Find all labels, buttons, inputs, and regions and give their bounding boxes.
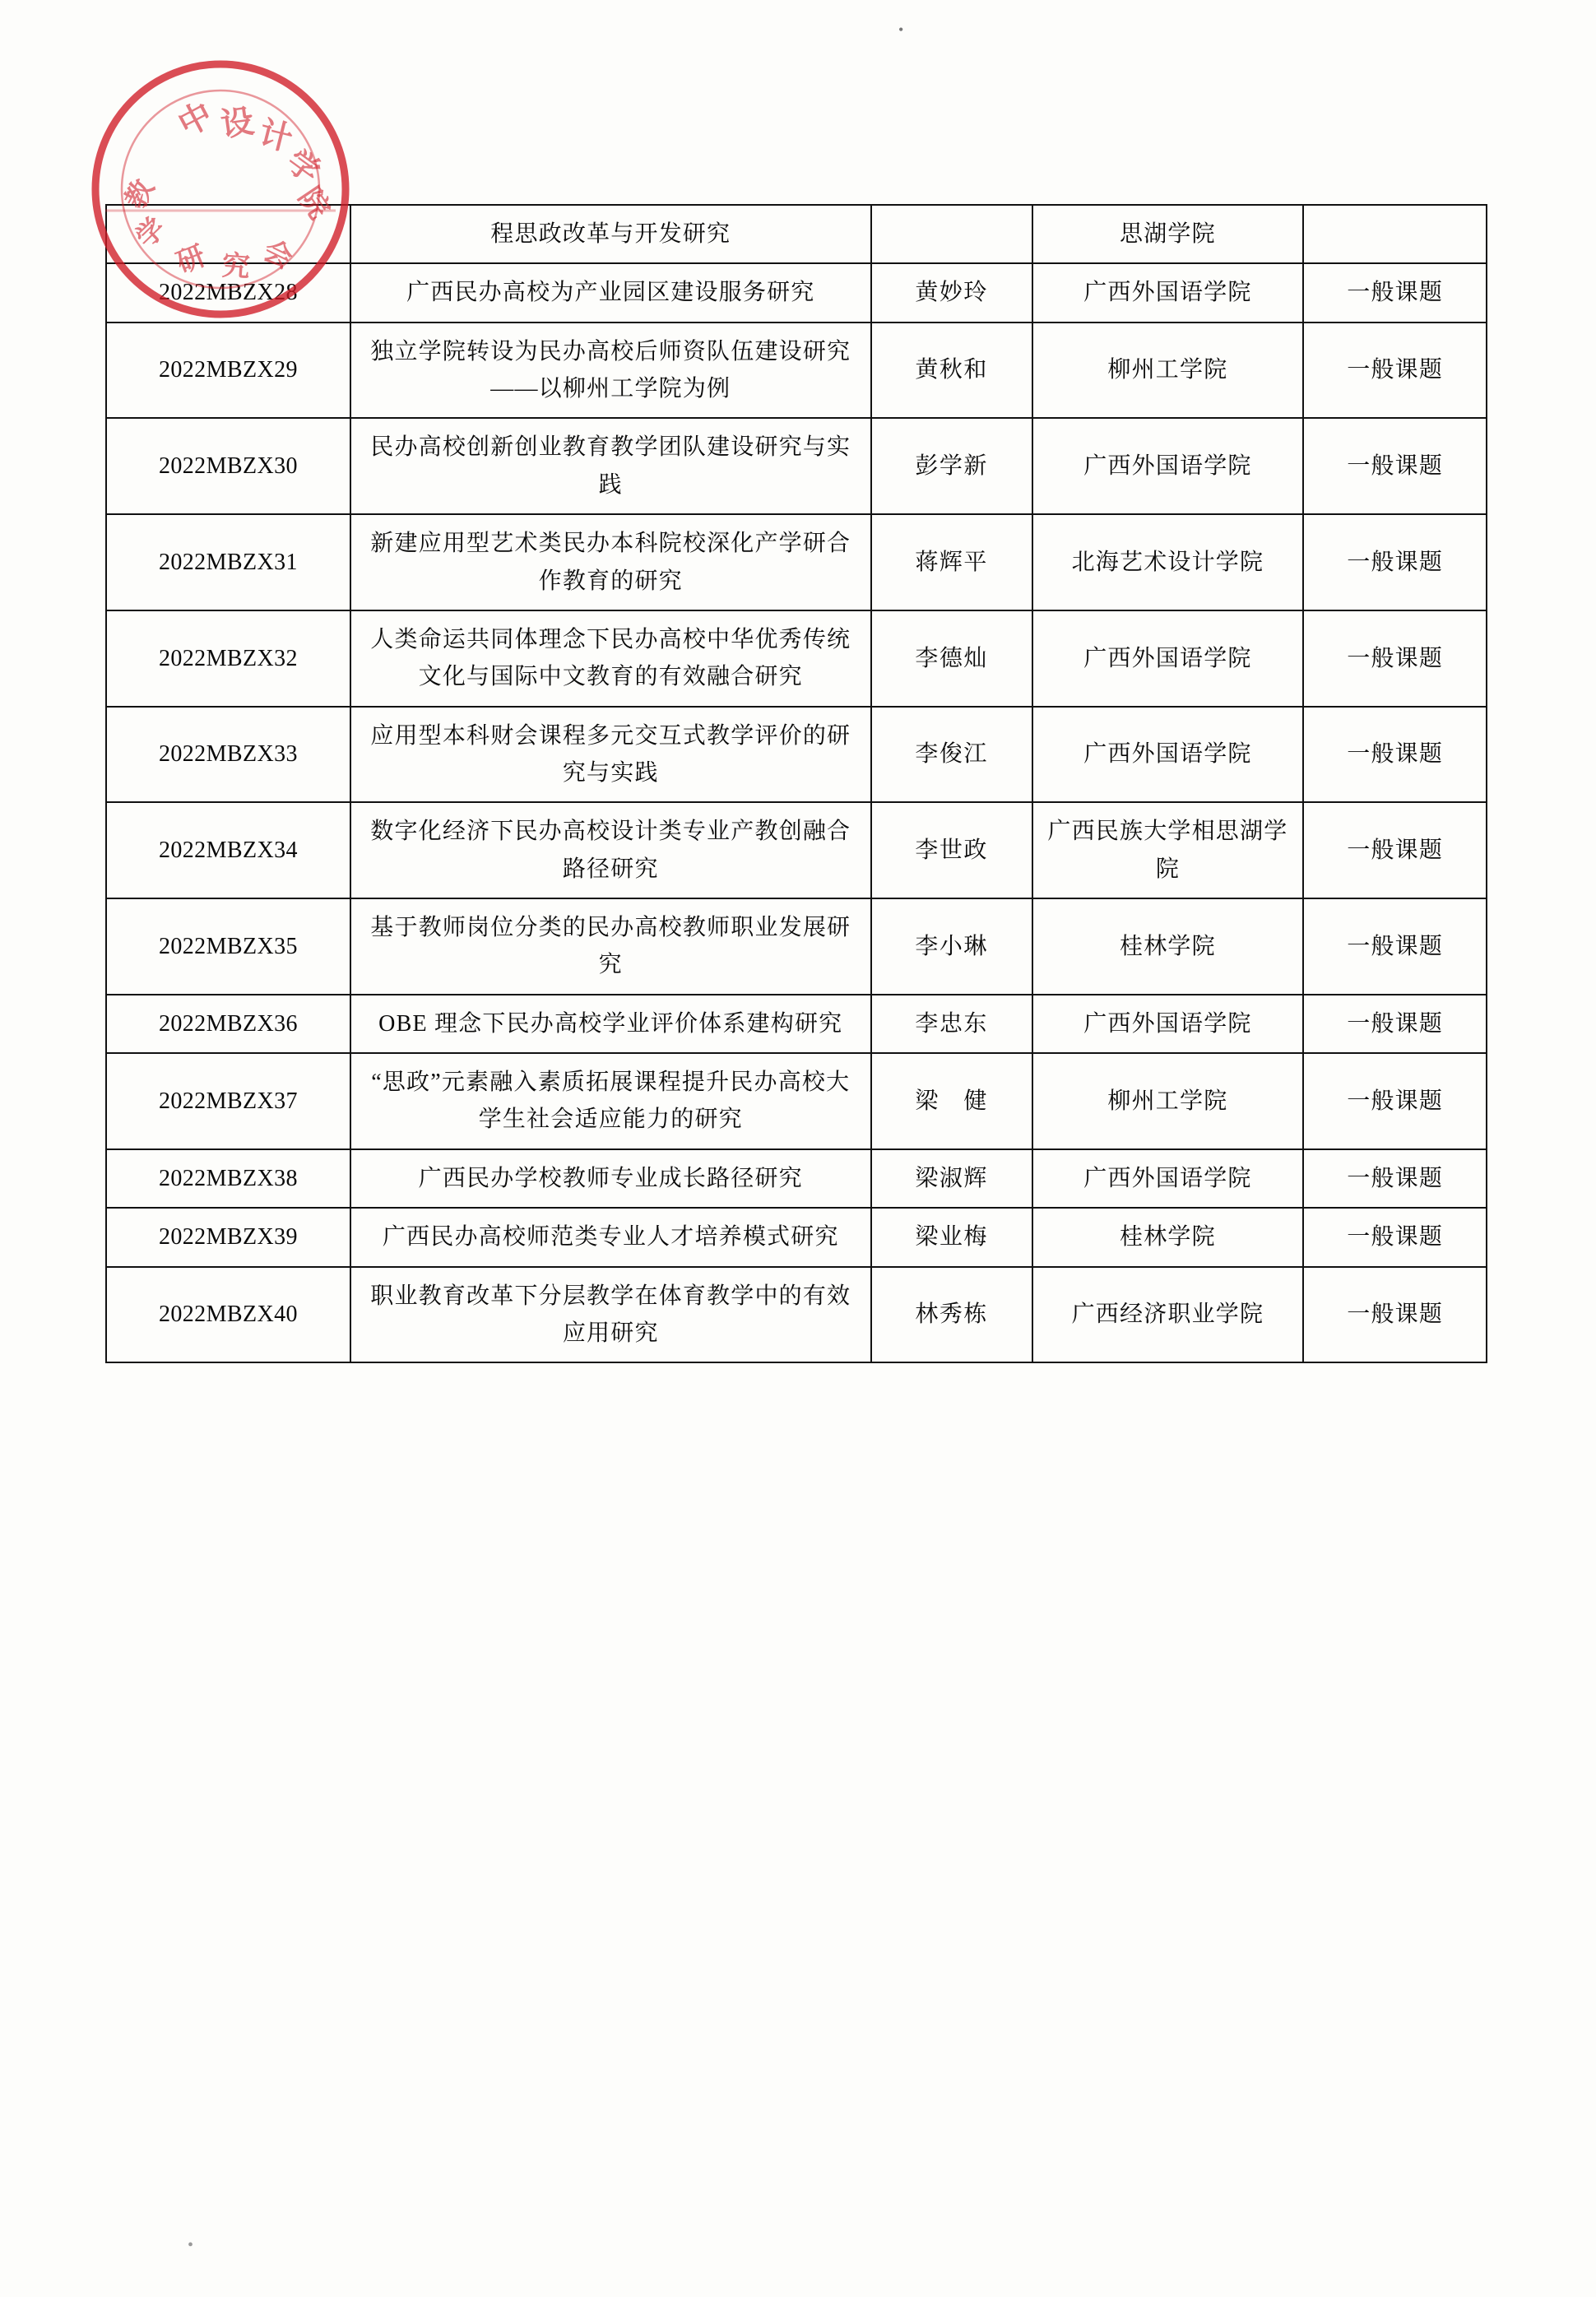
cell-school: 广西经济职业学院 — [1032, 1267, 1304, 1363]
cell-person: 蒋辉平 — [871, 514, 1032, 610]
cell-person: 黄妙玲 — [871, 263, 1032, 322]
cell-title: 广西民办高校为产业园区建设服务研究 — [350, 263, 871, 322]
table-row — [106, 707, 1487, 803]
cell-type: 一般课题 — [1303, 1267, 1487, 1363]
cell-person: 梁淑辉 — [871, 1149, 1032, 1208]
table-row — [106, 898, 1487, 995]
cell-person: 彭学新 — [871, 418, 1032, 514]
cell-title: 程思政改革与开发研究 — [350, 205, 871, 263]
cell-person: 梁业梅 — [871, 1208, 1032, 1266]
cell-school: 广西民族大学相思湖学院 — [1032, 802, 1304, 898]
cell-school: 广西外国语学院 — [1032, 1149, 1304, 1208]
bottom-page-mark: • — [188, 2236, 194, 2254]
cell-type: 一般课题 — [1303, 1208, 1487, 1266]
cell-code: 2022MBZX29 — [106, 323, 350, 419]
cell-type: 一般课题 — [1303, 514, 1487, 610]
cell-person: 李忠东 — [871, 995, 1032, 1053]
cell-type: 一般课题 — [1303, 995, 1487, 1053]
table-row — [106, 995, 1487, 1053]
cell-title: OBE 理念下民办高校学业评价体系建构研究 — [350, 995, 871, 1053]
project-list-table — [105, 204, 1487, 1363]
cell-person: 李小琳 — [871, 898, 1032, 995]
cell-title: 广西民办高校师范类专业人才培养模式研究 — [350, 1208, 871, 1266]
cell-type: 一般课题 — [1303, 418, 1487, 514]
cell-title: 数字化经济下民办高校设计类专业产教创融合路径研究 — [350, 802, 871, 898]
cell-person: 李德灿 — [871, 610, 1032, 707]
cell-code: 2022MBZX40 — [106, 1267, 350, 1363]
cell-code: 2022MBZX36 — [106, 995, 350, 1053]
table-body — [106, 205, 1487, 1362]
seal-characters: 中 设 计 学 院 教 学 研 究 会 — [120, 95, 336, 284]
cell-type: 一般课题 — [1303, 802, 1487, 898]
cell-school: 广西外国语学院 — [1032, 263, 1304, 322]
cell-school: 柳州工学院 — [1032, 323, 1304, 419]
cell-code: 2022MBZX33 — [106, 707, 350, 803]
cell-school: 广西外国语学院 — [1032, 707, 1304, 803]
cell-type: 一般课题 — [1303, 263, 1487, 322]
cell-type: 一般课题 — [1303, 1149, 1487, 1208]
cell-title: 职业教育改革下分层教学在体育教学中的有效应用研究 — [350, 1267, 871, 1363]
cell-title: 新建应用型艺术类民办本科院校深化产学研合作教育的研究 — [350, 514, 871, 610]
table-row — [106, 802, 1487, 898]
cell-type: 一般课题 — [1303, 707, 1487, 803]
cell-school: 广西外国语学院 — [1032, 995, 1304, 1053]
table-row — [106, 514, 1487, 610]
table-row — [106, 610, 1487, 707]
cell-title: 应用型本科财会课程多元交互式教学评价的研究与实践 — [350, 707, 871, 803]
cell-person — [871, 205, 1032, 263]
cell-person: 李俊江 — [871, 707, 1032, 803]
top-page-mark: • — [898, 21, 904, 38]
cell-person: 林秀栋 — [871, 1267, 1032, 1363]
table-row — [106, 205, 1487, 263]
cell-type: 一般课题 — [1303, 898, 1487, 995]
cell-title: 基于教师岗位分类的民办高校教师职业发展研究 — [350, 898, 871, 995]
cell-type: 一般课题 — [1303, 323, 1487, 419]
cell-code: 2022MBZX28 — [106, 263, 350, 322]
cell-code: 2022MBZX38 — [106, 1149, 350, 1208]
table-row — [106, 1208, 1487, 1266]
cell-code: 2022MBZX37 — [106, 1053, 350, 1149]
cell-title: 人类命运共同体理念下民办高校中华优秀传统文化与国际中文教育的有效融合研究 — [350, 610, 871, 707]
cell-title: 民办高校创新创业教育教学团队建设研究与实践 — [350, 418, 871, 514]
table-row — [106, 1053, 1487, 1149]
cell-code: 2022MBZX30 — [106, 418, 350, 514]
cell-school: 桂林学院 — [1032, 1208, 1304, 1266]
cell-code: 2022MBZX32 — [106, 610, 350, 707]
cell-person: 梁 健 — [871, 1053, 1032, 1149]
cell-code: 2022MBZX34 — [106, 802, 350, 898]
cell-school: 北海艺术设计学院 — [1032, 514, 1304, 610]
cell-school: 广西外国语学院 — [1032, 610, 1304, 707]
table-row — [106, 1267, 1487, 1363]
cell-person: 李世政 — [871, 802, 1032, 898]
cell-type: 一般课题 — [1303, 610, 1487, 707]
table-row — [106, 1149, 1487, 1208]
cell-code: 2022MBZX31 — [106, 514, 350, 610]
cell-type: 一般课题 — [1303, 1053, 1487, 1149]
cell-title: 独立学院转设为民办高校后师资队伍建设研究——以柳州工学院为例 — [350, 323, 871, 419]
cell-school: 柳州工学院 — [1032, 1053, 1304, 1149]
cell-title: 广西民办学校教师专业成长路径研究 — [350, 1149, 871, 1208]
cell-code — [106, 205, 350, 263]
table-row — [106, 418, 1487, 514]
cell-person: 黄秋和 — [871, 323, 1032, 419]
cell-school: 桂林学院 — [1032, 898, 1304, 995]
table-row — [106, 323, 1487, 419]
cell-school: 广西外国语学院 — [1032, 418, 1304, 514]
cell-type — [1303, 205, 1487, 263]
cell-school: 思湖学院 — [1032, 205, 1304, 263]
table-row — [106, 263, 1487, 322]
cell-code: 2022MBZX39 — [106, 1208, 350, 1266]
cell-title: “思政”元素融入素质拓展课程提升民办高校大学生社会适应能力的研究 — [350, 1053, 871, 1149]
cell-code: 2022MBZX35 — [106, 898, 350, 995]
